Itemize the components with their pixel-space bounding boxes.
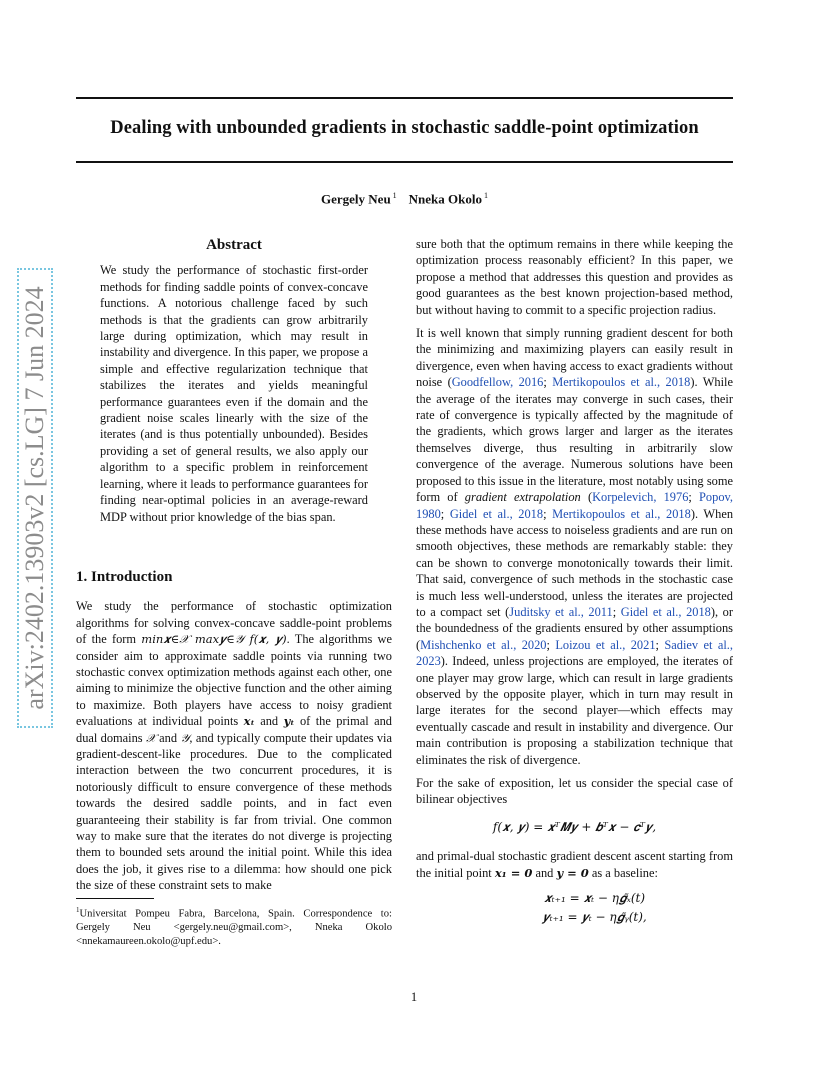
abstract-body: We study the performance of stochastic first-order methods for finding saddle points of convex-concave functions. A notorious challenge faced by such methods is that the gradients can grow arbitrarily large during optimization, which may result in instability and divergence. In this paper, we propose a simple and effective regularization technique that stabilizes the iterates and yields meaningful performance guarantees even if the domain and the gradient noise scales linearly with the size of the iterates (and is thus potentially unbounded). Besides providing a set of general results, we also apply our algorithm to a specific problem in reinforcement learning, where it leads to performance guarantees for finding near-optimal policies in an average-reward MDP without prior knowledge of the bias span. bbox=[100, 263, 368, 524]
title-bottom-rule bbox=[76, 161, 733, 163]
math-inline: 𝒳 bbox=[145, 730, 156, 745]
arxiv-identifier: arXiv:2402.13903v2 [cs.LG] 7 Jun 2024 bbox=[20, 286, 49, 710]
update-equations bbox=[416, 889, 733, 927]
citation-link[interactable]: Mertikopoulos et al., 2018 bbox=[552, 375, 691, 390]
intro-paragraph: For the sake of exposition, let us consider the special case of bilinear objectives bbox=[416, 776, 733, 807]
page-number: 1 bbox=[410, 990, 418, 1004]
author-name: Gergely Neu bbox=[321, 191, 391, 207]
citation-link[interactable]: Sadiev et al., 2023 bbox=[416, 637, 734, 669]
author-list bbox=[76, 191, 733, 207]
math-inline: min𝒙∈𝒳 max𝒚∈𝒴 f(𝒙, 𝒚) bbox=[141, 632, 287, 647]
math-inline: 𝒚 = 0 bbox=[556, 865, 589, 880]
top-rule bbox=[76, 97, 733, 99]
citation-link[interactable]: Juditsky et al., 2011 bbox=[509, 604, 613, 619]
citation-link[interactable]: Mertikopoulos et al., 2018 bbox=[552, 506, 691, 521]
emphasis-text: gradient extrapolation bbox=[464, 490, 581, 505]
citation-link[interactable]: Popov, 1980 bbox=[416, 490, 733, 521]
intro-paragraph: and primal-dual stochastic gradient descent ascent starting from the initial point 𝒙₁ = 0 and 𝒚 = 0 as a baseline: bbox=[416, 849, 733, 880]
citation-link[interactable]: Loizou et al., 2021 bbox=[555, 637, 656, 652]
left-column bbox=[76, 236, 392, 901]
citation-link[interactable]: Mishchenko et al., 2020 bbox=[420, 637, 547, 652]
footnote-text: Universitat Pompeu Fabra, Barcelona, Spain. Correspondence to: Gergely Neu <gergely.neu@gmail.com>, Nneka Okolo <nnekamaureen.okolo@upf.edu>. bbox=[76, 908, 392, 947]
intro-paragraph: We study the performance of stochastic optimization algorithms for solving convex-concave saddle-point problems of the form min𝒙∈𝒳 max𝒚∈𝒴 f(𝒙, 𝒚). The algorithms we consider aim to approximate saddle points via running two stochastic convex optimization methods against each other, one aiming to minimize the objective function and the other aiming to maximize. Both players have access to noisy gradient evaluations at individual points 𝒙ₜ and 𝒚ₜ of the primal and dual domains 𝒳 and 𝒴, and typically compute their updates via gradient-descent-like procedures. Due to the complicated interaction between the two concurrent procedures, it is notoriously difficult to ensure convergence of these methods towards the desired saddle points, and in fact even guaranteeing their stability is far from trivial. One common way to make sure that the iterates do not diverge is projecting them to bounded sets around the initial point. While this idea does the job, it gives rise to a dilemma: how should one pick the size of these constraint sets to make bbox=[76, 599, 392, 893]
math-inline: 𝒙ₜ bbox=[243, 714, 255, 729]
section-heading: 1. Introduction bbox=[76, 568, 173, 585]
right-column bbox=[416, 236, 733, 927]
citation-link[interactable]: Korpelevich, 1976 bbox=[592, 490, 689, 505]
footnote bbox=[76, 904, 392, 948]
intro-paragraph: It is well known that simply running gradient descent for both the minimizing and maximizing players can easily result in divergence, even when having access to exact gradients without noise (Goodfellow, 2016; Mertikopoulos et al., 2018). While the average of the iterates may converge in such cases, their rate of convergence is typically affected by the magnitude of the gradients, which grows larger and larger as the iterates themselves diverge, thus resulting in arbitrarily slow convergence of the average. Numerous solutions have been proposed to this issue in the literature, most notably using some form of gradient extrapolation (Korpelevich, 1976; Popov, 1980; Gidel et al., 2018; Mertikopoulos et al., 2018). When these methods have access to noiseless gradients and are run on smooth objectives, these methods are remarkably stable: they can be shown to converge monotonically towards their limit. That said, convergence of such methods in the stochastic case is much less well-understood, unless the iterates are projected to a compact set (Juditsky et al., 2011; Gidel et al., 2018), or the boundedness of the gradients ensured by other assumptions (Mishchenko et al., 2020; Loizou et al., 2021; Sadiev et al., 2023). Indeed, unless projections are employed, the iterates of one player may grow large, which can result in large gradients observed by the opposite player, which in turn may result in large iterates for the second player—which effects may eventually cascade and result in instability and divergence. Our main contribution is proposing a stabilization technique that eliminates the risk of divergence. bbox=[416, 326, 734, 767]
affiliation-mark: 1 bbox=[484, 191, 488, 200]
footnote-rule bbox=[76, 898, 154, 899]
math-inline: 𝒚ₜ bbox=[283, 714, 295, 729]
citation-link[interactable]: Gidel et al., 2018 bbox=[449, 506, 544, 521]
affiliation-mark: 1 bbox=[392, 191, 397, 200]
math-inline: 𝒙₁ = 0 bbox=[494, 865, 533, 880]
citation-link[interactable]: Goodfellow, 2016 bbox=[451, 375, 544, 390]
bilinear-objective-equation: f(𝒙, 𝒚) = 𝒙ᵀ𝑴𝒚 + 𝒃ᵀ𝒙 − 𝒄ᵀ𝒚, bbox=[492, 819, 657, 834]
intro-paragraph: sure both that the optimum remains in there while keeping the optimization process reasonably efficient? In this paper, we propose a method that addresses this question and provides as good guarantees as the best known projection-based method, but without having to commit to a specific projection radius. bbox=[416, 237, 733, 317]
citation-link[interactable]: Gidel et al., 2018 bbox=[620, 604, 711, 619]
abstract-heading: Abstract bbox=[206, 237, 262, 253]
author-name: Nneka Okolo bbox=[408, 191, 482, 207]
paper-title: Dealing with unbounded gradients in stochastic saddle-point optimization bbox=[110, 118, 699, 138]
dual-update-equation: 𝒚ₜ₊₁ = 𝒚ₜ − η𝒈̃ᵧ(t), bbox=[542, 910, 647, 925]
footnote-mark: 1 bbox=[76, 906, 80, 914]
primal-update-equation: 𝒙ₜ₊₁ = 𝒙ₜ − η𝒈̃ₓ(t) bbox=[543, 891, 646, 906]
math-inline: 𝒴 bbox=[180, 730, 190, 745]
